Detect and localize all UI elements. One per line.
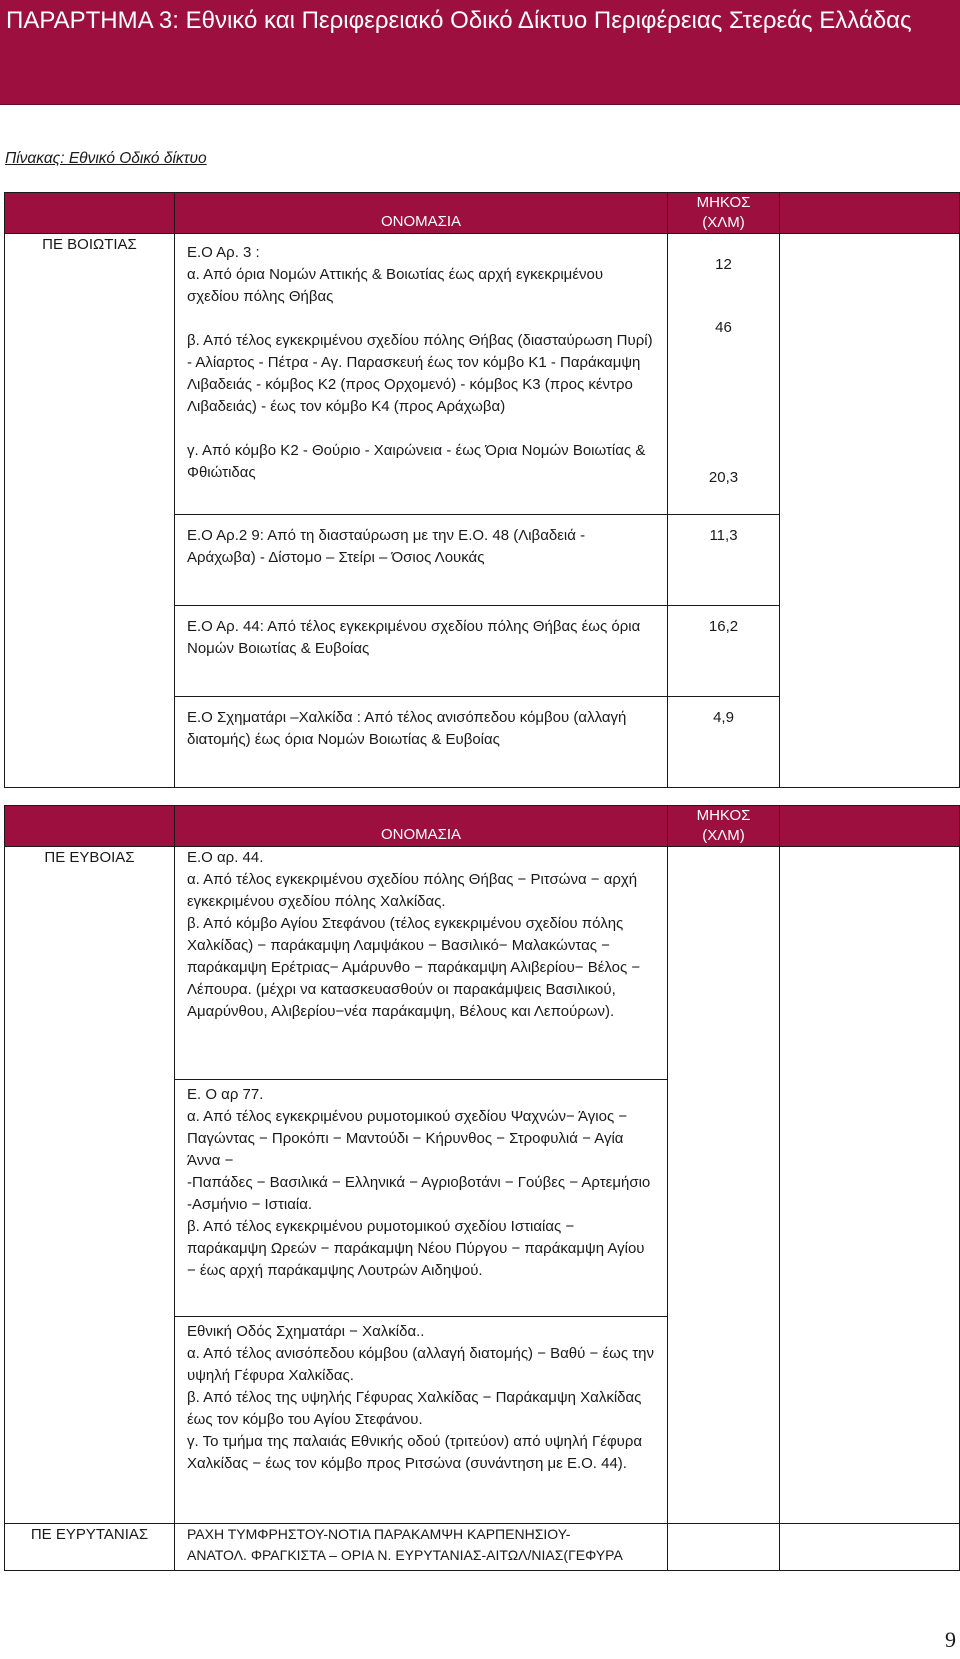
road-schimatari-chalkida: Ε.Ο Σχηματάρι –Χαλκίδα : Από τέλος ανισόπεδου κόμβου (αλλαγή διατομής) έως όρια Νομών Βοιωτίας & Ευβοίας	[175, 697, 668, 788]
road-eo77: Ε. Ο αρ 77. α. Από τέλος εγκεκριμένου ρυμοτομικού σχεδίου Ψαχνών− Άγιος − Παγώντας − Προκόπι − Μαντούδι − Κήρυνθος − Στροφυλιά − Αγία Άννα − -Παπάδες − Βασιλικά − Ελληνικά − Αγριοβοτάνι − Γούβες − Αρτεμήσιο -Ασμήνιο − Ιστιαία. β. Από τέλος εγκεκριμένου ρυμοτομικού σχεδίου Ιστιαίας − παράκαμψη Ωρεών − παράκαμψη Νέου Πύργου − παράκαμψη Αγίου − έως αρχή παράκαμψης Λουτρών Αιδηψού.	[175, 1080, 668, 1317]
road-section-a: α. Από όρια Νομών Αττικής & Βοιωτίας έως αρχή εγκεκριμένου σχεδίου πόλης Θήβας	[187, 266, 604, 305]
annex-title-banner	[0, 0, 960, 105]
empty-cell	[780, 1524, 960, 1571]
road-eo3-lengths	[668, 234, 780, 515]
header-name: ΟΝΟΜΑΣΙΑ	[175, 193, 668, 234]
region-viotia: ΠΕ ΒΟΙΩΤΙΑΣ	[5, 234, 175, 788]
empty-cell	[780, 847, 960, 1524]
road-section-b: β. Από τέλος εγκεκριμένου σχεδίου πόλης Θήβας (διασταύρωση Πυρί) - Αλίαρτος - Πέτρα - Αγ. Παρασκευή έως τον κόμβο Κ1 - Παράκαμψη Λιβαδειάς - κόμβος Κ2 (προς Ορχομενό) - κόμβος Κ3 (προς κέντρο Λιβαδειάς) - έως τον κόμβο Κ4 (προς Αράχωβα)	[187, 332, 653, 415]
road-eo29: Ε.Ο Αρ.2 9: Από τη διασταύρωση με την Ε.Ο. 48 (Λιβαδειά - Αράχωβα) - Δίστομο – Στείρι – Όσιος Λουκάς	[175, 515, 668, 606]
region-evia: ΠΕ ΕΥΒΟΙΑΣ	[5, 847, 175, 1524]
road-section-c: γ. Από κόμβο Κ2 - Θούριο - Χαιρώνεια - έως Όρια Νομών Βοιωτίας & Φθιώτιδας	[187, 442, 646, 481]
road-title: Ε.Ο Αρ. 3 :	[187, 244, 260, 261]
road-eo44: Ε.Ο Αρ. 44: Από τέλος εγκεκριμένου σχεδίου πόλης Θήβας έως όρια Νομών Βοιωτίας & Ευβοίας	[175, 606, 668, 697]
road-eo3	[175, 234, 668, 515]
length-value: 12	[715, 256, 732, 273]
table-row	[5, 1524, 960, 1571]
national-roads-table-evia	[4, 805, 960, 1571]
empty-cell	[780, 234, 960, 788]
table-header-row	[5, 193, 960, 234]
table-header-row	[5, 806, 960, 847]
table-row	[5, 847, 960, 1080]
empty-length-cell	[668, 1524, 780, 1571]
header-empty-cell	[5, 193, 175, 234]
annex-title: ΠΑΡΑΡΤΗΜΑ 3: Εθνικό και Περιφερειακό Οδικό Δίκτυο Περιφέρειας Στερεάς Ελλάδας	[6, 7, 912, 34]
header-length: ΜΗΚΟΣ (ΧΛΜ)	[668, 193, 780, 234]
table-row	[5, 234, 960, 515]
length-value: 11,3	[668, 515, 780, 606]
road-eo44-evia: Ε.Ο αρ. 44. α. Από τέλος εγκεκριμένου σχεδίου πόλης Θήβας − Ριτσώνα − αρχή εγκεκριμένου σχεδίου πόλης Χαλκίδας. β. Από κόμβο Αγίου Στεφάνου (τέλος εγκεκριμένου σχεδίου πόλης Χαλκίδας) − παράκαμψη Λαμψάκου − Βασιλικό− Μαλακώντας − παράκαμψη Ερέτριας− Αμάρυνθο − παράκαμψη Αλιβερίου− Βέλος − Λέπουρα. (μέχρι να κατασκευασθούν οι παρακάμψεις Βασιλικού, Αμαρύνθου, Αλιβερίου−νέα παράκαμψη, Βέλους και Λεπούρων).	[175, 847, 668, 1080]
header-empty-cell	[780, 193, 960, 234]
header-name: ΟΝΟΜΑΣΙΑ	[175, 806, 668, 847]
length-value: 16,2	[668, 606, 780, 697]
header-empty-cell	[5, 806, 175, 847]
empty-length-cell	[668, 847, 780, 1524]
length-value: 4,9	[668, 697, 780, 788]
region-evrytania: ΠΕ ΕΥΡΥΤΑΝΙΑΣ	[5, 1524, 175, 1571]
length-value: 46	[715, 319, 732, 336]
header-length: ΜΗΚΟΣ (ΧΛΜ)	[668, 806, 780, 847]
header-empty-cell	[780, 806, 960, 847]
national-roads-table-viotia	[4, 192, 960, 788]
length-value: 20,3	[708, 469, 739, 486]
road-evrytania: ΡΑΧΗ ΤΥΜΦΡΗΣΤΟΥ-ΝΟΤΙΑ ΠΑΡΑΚΑΜΨΗ ΚΑΡΠΕΝΗΣΙΟΥ- ΑΝΑΤΟΛ. ΦΡΑΓΚΙΣΤΑ – ΟΡΙΑ Ν. ΕΥΡΥΤΑΝΙΑΣ-ΑΙΤΩΛ/ΝΙΑΣ(ΓΕΦΥΡΑ	[175, 1524, 668, 1571]
table-caption: Πίνακας: Εθνικό Οδικό δίκτυο	[5, 150, 207, 167]
road-schimatari-chalkida-evia: Εθνική Οδός Σχηματάρι − Χαλκίδα.. α. Από τέλος ανισόπεδου κόμβου (αλλαγή διατομής) − Βαθύ − έως την υψηλή Γέφυρα Χαλκίδας. β. Από τέλος της υψηλής Γέφυρας Χαλκίδας − Παράκαμψη Χαλκίδας έως τον κόμβο του Αγίου Στεφάνου. γ. Το τμήμα της παλαιάς Εθνικής οδού (τριτεύον) από υψηλή Γέφυρα Χαλκίδας − έως τον κόμβο προς Ριτσώνα (συνάντηση με Ε.Ο. 44).	[175, 1317, 668, 1524]
page-number: 9	[945, 1627, 956, 1652]
